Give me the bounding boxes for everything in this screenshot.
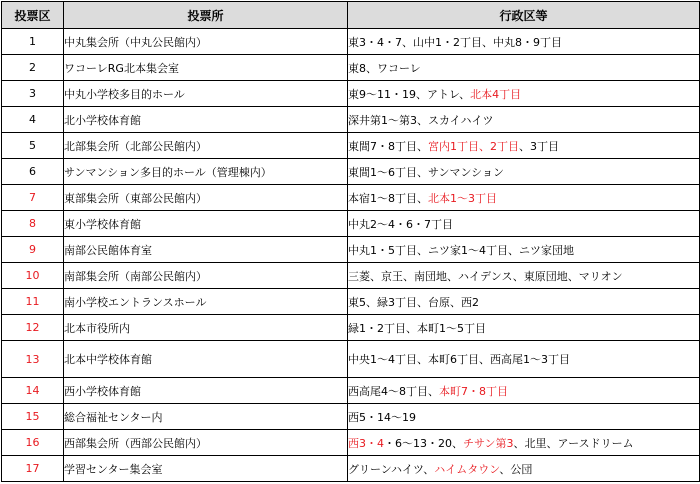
admin-area [348, 341, 700, 378]
admin-area-segment: 、北里、アースドリーム [513, 436, 634, 450]
district-number: 12 [2, 315, 64, 341]
table-row [2, 133, 700, 159]
header-polling-place: 投票所 [64, 2, 348, 29]
district-number: 15 [2, 404, 64, 430]
admin-area-changed-segment: 宮内1丁目、2丁目 [428, 139, 519, 153]
district-number: 4 [2, 107, 64, 133]
polling-place: 北本中学校体育館 [64, 341, 348, 378]
table-row [2, 185, 700, 211]
admin-area-segment: ・6～13・20、 [384, 436, 463, 450]
table-row [2, 237, 700, 263]
polling-place: 南部集会所（南部公民館内） [64, 263, 348, 289]
district-number: 10 [2, 263, 64, 289]
district-number: 16 [2, 430, 64, 456]
polling-place: 北本市役所内 [64, 315, 348, 341]
polling-place: 東小学校体育館 [64, 211, 348, 237]
admin-area [348, 315, 700, 341]
admin-area [348, 237, 700, 263]
table-row [2, 404, 700, 430]
admin-area-segment: グリーンハイツ、 [348, 462, 435, 476]
admin-area [348, 378, 700, 404]
admin-area [348, 404, 700, 430]
admin-area [348, 456, 700, 482]
polling-place: 中丸小学校多目的ホール [64, 81, 348, 107]
admin-area [348, 430, 700, 456]
admin-area [348, 211, 700, 237]
polling-place: ワコーレRG北本集会室 [64, 55, 348, 81]
table-row [2, 211, 700, 237]
table-row [2, 378, 700, 404]
polling-place: 西小学校体育館 [64, 378, 348, 404]
admin-area [348, 263, 700, 289]
polling-place: 総合福祉センター内 [64, 404, 348, 430]
district-number: 14 [2, 378, 64, 404]
admin-area-changed-segment: 西3・4 [348, 436, 384, 450]
admin-area [348, 133, 700, 159]
polling-place: 北部集会所（北部公民館内） [64, 133, 348, 159]
district-number: 3 [2, 81, 64, 107]
table-row [2, 81, 700, 107]
admin-area [348, 159, 700, 185]
header-admin-area: 行政区等 [348, 2, 700, 29]
district-number: 6 [2, 159, 64, 185]
admin-area-segment: 中丸1・5丁目、ニツ家1～4丁目、ニツ家団地 [348, 243, 574, 257]
table-row [2, 289, 700, 315]
admin-area [348, 289, 700, 315]
polling-place: 北小学校体育館 [64, 107, 348, 133]
admin-area [348, 81, 700, 107]
polling-place: サンマンション多目的ホール（管理棟内） [64, 159, 348, 185]
table-row [2, 456, 700, 482]
polling-place: 学習センター集会室 [64, 456, 348, 482]
district-number: 13 [2, 341, 64, 378]
admin-area [348, 29, 700, 55]
admin-area-changed-segment: チサン第3 [463, 436, 514, 450]
admin-area-segment: 東9～11・19、アトレ、 [348, 87, 471, 101]
table-row [2, 107, 700, 133]
header-row [2, 2, 700, 29]
header-district-no: 投票区 [2, 2, 64, 29]
district-number: 11 [2, 289, 64, 315]
table-row [2, 55, 700, 81]
polling-place: 中丸集会所（中丸公民館内） [64, 29, 348, 55]
admin-area-segment: 東5、緑3丁目、台原、西2 [348, 295, 479, 309]
polling-place: 南小学校エントランスホール [64, 289, 348, 315]
table-row [2, 29, 700, 55]
table-row [2, 341, 700, 378]
admin-area-segment: 緑1・2丁目、本町1～5丁目 [348, 321, 486, 335]
table-row [2, 430, 700, 456]
district-number: 9 [2, 237, 64, 263]
polling-place: 東部集会所（東部公民館内） [64, 185, 348, 211]
admin-area-segment: 深井第1～第3、スカイハイツ [348, 113, 494, 127]
admin-area-segment: 西5・14～19 [348, 410, 416, 424]
admin-area-segment: 中丸2～4・6・7丁目 [348, 217, 453, 231]
polling-place: 西部集会所（西部公民館内） [64, 430, 348, 456]
table-row [2, 159, 700, 185]
admin-area-changed-segment: 本町7・8丁目 [439, 384, 508, 398]
admin-area-segment: 東3・4・7、山中1・2丁目、中丸8・9丁目 [348, 35, 562, 49]
polling-place: 南部公民館体育室 [64, 237, 348, 263]
admin-area-segment: 東間7・8丁目、 [348, 139, 428, 153]
admin-area [348, 107, 700, 133]
table-row [2, 263, 700, 289]
table-row [2, 315, 700, 341]
admin-area [348, 185, 700, 211]
district-number: 5 [2, 133, 64, 159]
admin-area-segment: 中央1～4丁目、本町6丁目、西高尾1～3丁目 [348, 353, 570, 366]
admin-area-segment: 本宿1～8丁目、 [348, 191, 428, 205]
admin-area-changed-segment: 北本1～3丁目 [428, 191, 497, 205]
district-number: 8 [2, 211, 64, 237]
admin-area-segment: 東間1～6丁目、サンマンション [348, 165, 504, 179]
admin-area-changed-segment: ハイムタウン [434, 462, 500, 476]
admin-area-segment: 、公団 [499, 462, 533, 476]
admin-area-segment: 、3丁目 [519, 139, 559, 153]
admin-area-segment: 西高尾4～8丁目、 [348, 384, 439, 398]
admin-area [348, 55, 700, 81]
district-number: 1 [2, 29, 64, 55]
district-number: 17 [2, 456, 64, 482]
admin-area-segment: 東8、ワコーレ [348, 61, 421, 75]
polling-district-table [1, 1, 700, 482]
admin-area-changed-segment: 北本4丁目 [470, 87, 522, 101]
admin-area-segment: 三菱、京王、南団地、ハイデンス、東原団地、マリオン [348, 269, 623, 283]
district-number: 2 [2, 55, 64, 81]
district-number: 7 [2, 185, 64, 211]
